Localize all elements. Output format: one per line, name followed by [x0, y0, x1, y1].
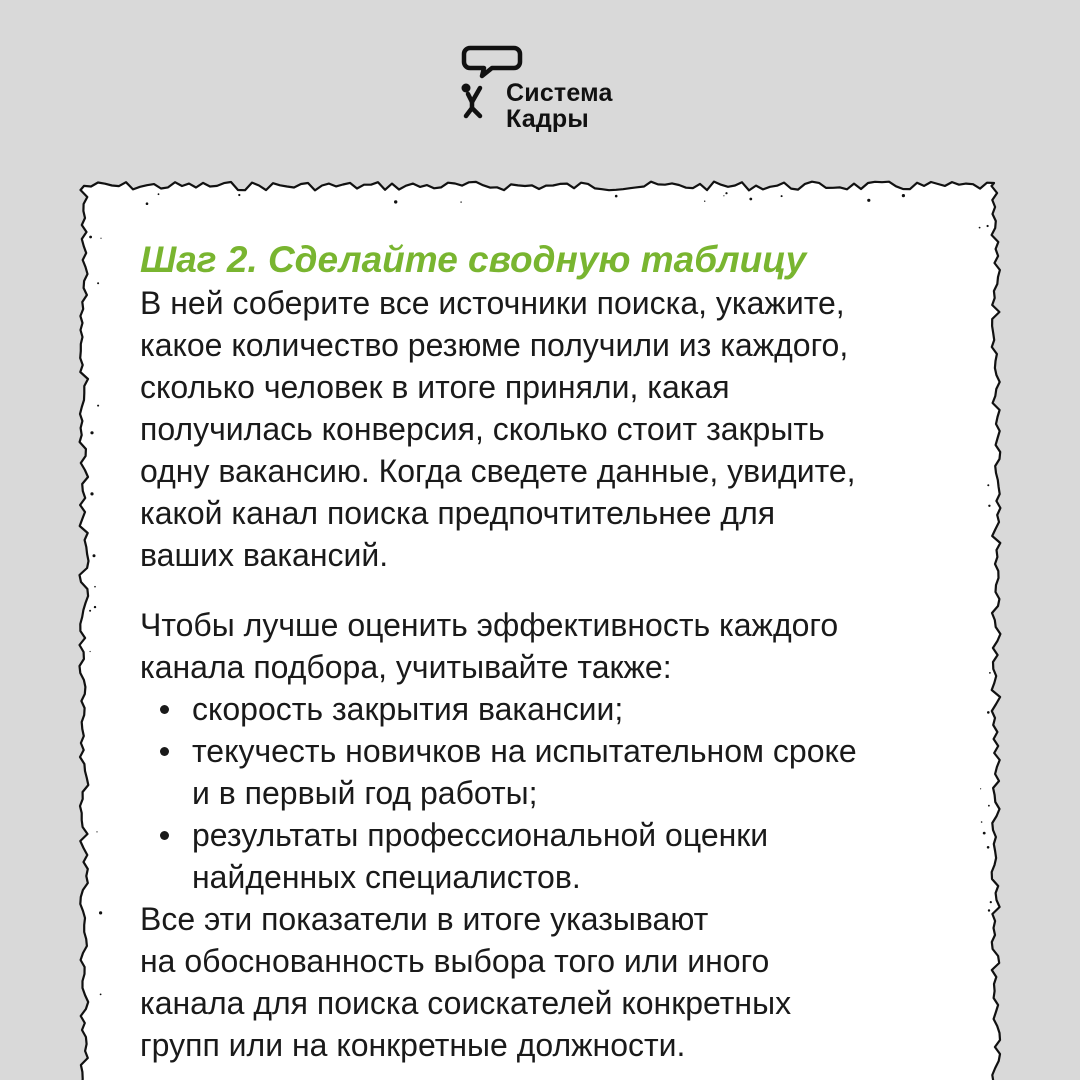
- list-item-text: скорость закрытия вакансии;: [192, 691, 624, 727]
- step-heading: Шаг 2. Сделайте сводную таблицу: [140, 239, 807, 280]
- logo-line-1: Система: [506, 79, 613, 107]
- conclusion-paragraph: Все эти показатели в итоге указывают на обоснованность выбора того или иного канала для поиска соискателей конкретных групп или на конкретные должности.: [140, 901, 792, 1063]
- list-item: [140, 814, 980, 898]
- criteria-list: [140, 688, 980, 898]
- bullet-dot-icon: [160, 831, 169, 840]
- article-content: [140, 238, 980, 1066]
- list-item-text: текучесть новичков на испытательном сроке и в первый год работы;: [192, 733, 857, 811]
- logo-text: [506, 80, 613, 132]
- list-item: [140, 688, 980, 730]
- logo: [458, 44, 638, 136]
- list-item: [140, 730, 980, 814]
- intro-paragraph: В ней соберите все источники поиска, укажите, какое количество резюме получили из каждого, сколько человек в итоге приняли, какая получилась конверсия, сколько стоит закрыть одну вакансию. Когда сведете данные, увидите, какой канал поиска предпочтительнее для ваших вакансий.: [140, 285, 856, 573]
- criteria-intro-paragraph: Чтобы лучше оценить эффективность каждого канала подбора, учитывайте также:: [140, 607, 839, 685]
- logo-line-2: Кадры: [506, 105, 589, 133]
- bullet-dot-icon: [160, 705, 169, 714]
- list-item-text: результаты профессиональной оценки найденных специалистов.: [192, 817, 769, 895]
- bullet-dot-icon: [160, 747, 169, 756]
